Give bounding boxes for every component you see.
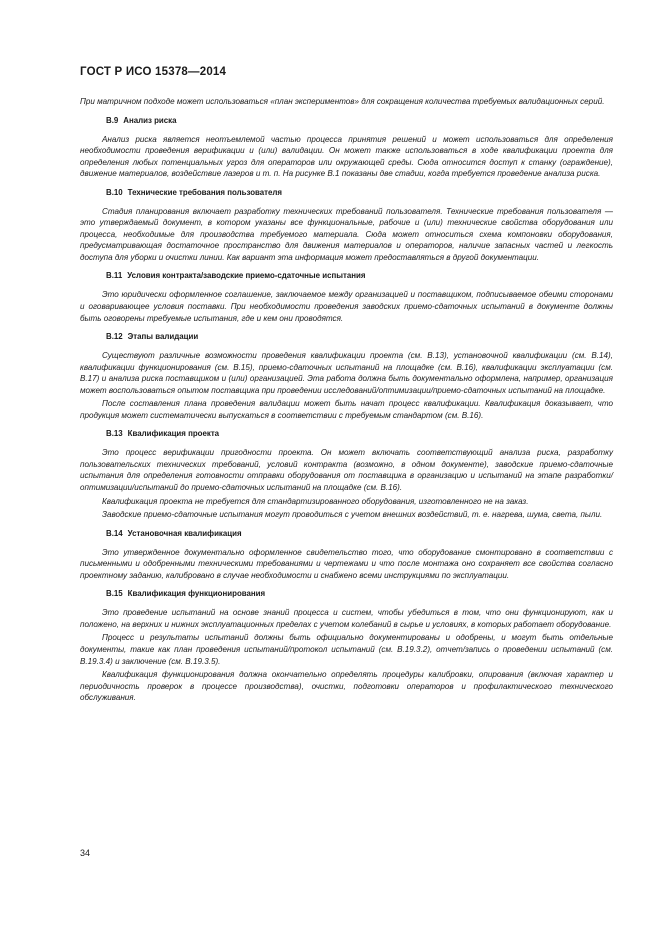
section [80,331,613,421]
section-title: Квалификация функционирования [127,589,266,599]
section-heading [106,270,613,281]
section-paragraph: Это проведение испытаний на основе знаний процесса и систем, чтобы убедиться в том, что они функционируют, как и положено, на верхних и нижних эксплуатационных пределах с учетом колебаний в сырье и условиях, в которых работает оборудование. [80,608,613,629]
section-paragraph: Это процесс верификации пригодности проекта. Он может включать соответствующий анализа риска, разработку пользовательских технических требований, условий контракта (возможно, в одном документе), заводские приемо-сдаточные испытания для определения готовности отправки оборудования от поставщика в организацию и испытаний на этапе разработки/оптимизации/испытаний до приемо-сдаточных испытаний на площадке (см. В.16). [80,448,613,493]
section-heading [106,528,613,539]
section-paragraph: Анализ риска является неотъемлемой частью процесса принятия решений и может использоваться для определения необходимости проведения верификации и (или) валидации. Он может также использоваться в ходе квалификации проекта для определения любых потенциальных угроз для операторов или окружающей среды. Сюда относится доступ к станку (ограждение), движение материалов, воздействие лазеров и т. п. На рисунке В.1 показаны две стадии, когда требуется проведение анализа риска. [80,134,613,179]
section-heading [106,187,613,198]
section-paragraph: Квалификация функционирования должна окончательно определять процедуры калибровки, опирования (включая характер и периодичность проверок в процессе производства), очистки, подготовки операторов и профилактического технического обслуживания. [80,670,613,703]
document-header: ГОСТ Р ИСО 15378—2014 [80,66,227,78]
section-heading [106,428,613,439]
section-number: В.12 [106,332,123,342]
intro-paragraph: При матричном подходе может использоваться «план экспериментов» для сокращения количества требуемых валидационных серий. [80,97,605,106]
section-number: В.15 [106,589,123,599]
section-number: В.14 [106,528,123,538]
section-paragraph: Квалификация проекта не требуется для стандартизированного оборудования, изготовленного не на заказ. [102,496,529,506]
section-paragraph: Заводские приемо-сдаточные испытания могут проводиться с учетом внешних воздействий, т. е. нагрева, шума, света, пыли. [102,510,603,520]
document-body [80,96,613,704]
section-paragraph: Существуют различные возможности проведения квалификации проекта (см. В.13), установочной квалификации (см. В.14), квалификации функционирования (см. В.15), приемо-сдаточных испытаний на площадке (см. В.16), квалификации эксплуатации (см. В.17) и анализа риска поставщиком и (или) организацией. Эта работа должна быть документально оформлена, например, организация может воспользоваться опытом поставщика при проведении исследований/оптимизации/приемо-сдаточных испытаний на площадке. [80,351,613,395]
section-paragraph: Это юридически оформленное соглашение, заключаемое между организацией и поставщиком, подписываемое обеими сторонами и оговаривающее условия поставки. При необходимости проведения заводских приемо-сдаточных испытаний в документе должны быть оговорены требуемые испытания, где и кем они проводятся. [80,290,613,323]
section-paragraph: Процесс и результаты испытаний должны быть официально документированы и одобрены, и могут быть отдельные документы, такие как план проведения испытаний/протокол испытаний (см. В.19.3.2), отчет/запись о проведении испытаний (см. В.19.3.4) и заключение (см. В.19.3.5). [80,633,613,666]
section [80,428,613,520]
section [80,115,613,180]
section-title: Этапы валидации [127,332,199,342]
section-title: Анализ риска [123,115,177,125]
section-paragraph: После составления плана проведения валидации может быть начат процесс квалификации. Квалификация доказывает, что продукция может систематически выпускаться в соответствии с требуемым стандартом (см. В.16). [80,399,613,420]
section-number: В.10 [106,187,123,197]
section [80,528,613,582]
section [80,588,613,703]
section-paragraph: Стадия планирования включает разработку технических требований пользователя. Технические требования пользователя — это утверждаемый документ, в котором указаны все функциональные, рабочие и (или) технические свойства оборудования или процесса, необходимые для производства требуемого материала. Сюда может относиться схема компоновки оборудования, предусматривающая достаточное пространство для движения материалов и операторов, наличие запасных частей и легкость доступа для уборки и очистки линии. Как вариант эта информация может предоставляться в другой документации. [80,206,613,262]
section-heading [106,331,613,342]
section-paragraph: Это утвержденное документально оформленное свидетельство того, что оборудование смонтировано в соответствии с письменными и одобренными техническими требованиями и чертежами и что после монтажа оно сохраняет все свойства согласно проектному заданию, калибровано в случае необходимости и снабжено всеми инструкциями по эксплуатации. [80,547,613,580]
section-number: В.11 [106,271,123,281]
section-number: В.9 [106,115,119,125]
section-title: Квалификация проекта [127,429,220,439]
page-number: 34 [80,848,91,858]
section-title: Установочная квалификация [127,528,242,538]
section-title: Технические требования пользователя [127,187,283,197]
section-number: В.13 [106,429,123,439]
section [80,270,613,324]
section-heading [106,115,613,126]
section [80,187,613,264]
section-heading [106,588,613,599]
section-title: Условия контракта/заводские приемо-сдаточные испытания [127,271,366,281]
sections-container [80,115,613,704]
